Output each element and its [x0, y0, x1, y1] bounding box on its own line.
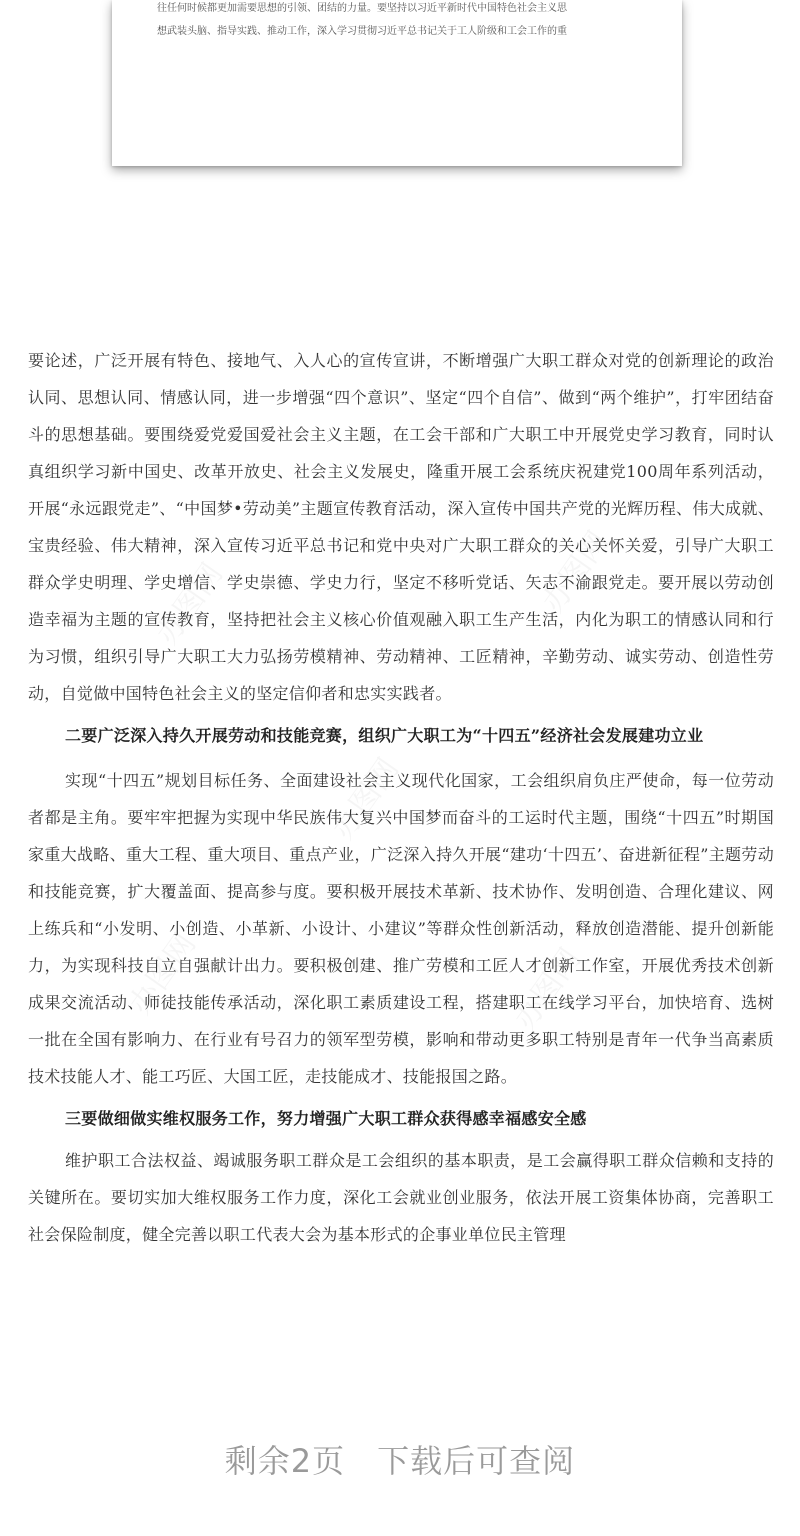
remaining-pages-label: 剩余2页: [224, 1442, 346, 1480]
document-body: [28, 342, 774, 1253]
preview-text-line-2: 想武装头脑、指导实践、推动工作，深入学习贯彻习近平总书记关于工人阶级和工会工作的重: [157, 26, 567, 37]
paragraph-propaganda: 要论述，广泛开展有特色、接地气、入人心的宣传宣讲，不断增强广大职工群众对党的创新理论的政治认同、思想认同、情感认同，进一步增强“四个意识”、坚定“四个自信”、做到“两个维护”，打牢团结奋斗的思想基础。要围绕爱党爱国爱社会主义主题，在工会干部和广大职工中开展党史学习教育，同时认真组织学习新中国史、改革开放史、社会主义发展史，隆重开展工会系统庆祝建党100周年系列活动，开展“永远跟党走”、“中国梦•劳动美”主题宣传教育活动，深入宣传中国共产党的光辉历程、伟大成就、宝贵经验、伟大精神，深入宣传习近平总书记和党中央对广大职工群众的关心关怀关爱，引导广大职工群众学史明理、学史增信、学史崇德、学史力行，坚定不移听党话、矢志不渝跟党走。要开展以劳动创造幸福为主题的宣传教育，坚持把社会主义核心价值观融入职工生产生活，内化为职工的情感认同和行为习惯，组织引导广大职工大力弘扬劳模精神、劳动精神、工匠精神，辛勤劳动、诚实劳动、创造性劳动，自觉做中国特色社会主义的坚定信仰者和忠实实践者。: [28, 351, 774, 703]
watermark: 办图网: [122, 927, 204, 1021]
watermark: 办图网: [535, 525, 617, 619]
preview-text-line-1: 往任何时候都更加需要思想的引领、团结的力量。要坚持以习近平新时代中国特色社会主义思: [157, 3, 567, 14]
watermark: 办图网: [325, 752, 407, 846]
preview-page-card: [112, 0, 682, 166]
paragraph-labor-competition: 实现“十四五”规划目标任务、全面建设社会主义现代化国家，工会组织肩负庄严使命，每一位劳动者都是主角。要牢牢把握为实现中华民族伟大复兴中国梦而奋斗的工运时代主题，围绕“十四五”时期国家重大战略、重大工程、重大项目、重点产业，广泛深入持久开展“建功‘十四五’、奋进新征程”主题劳动和技能竞赛，扩大覆盖面、提高参与度。要积极开展技术革新、技术协作、发明创造、合理化建议、网上练兵和“小发明、小创造、小革新、小设计、小建议”等群众性创新活动，释放创造潜能、提升创新能力，为实现科技自立自强献计出力。要积极创建、推广劳模和工匠人才创新工作室，开展优秀技术创新成果交流活动、师徒技能传承活动，深化职工素质建设工程，搭建职工在线学习平台，加快培育、选树一批在全国有影响力、在行业有号召力的领军型劳模，影响和带动更多职工特别是青年一代争当高素质技术技能人才、能工巧匠、大国工匠，走技能成才、技能报国之路。: [28, 771, 774, 1086]
watermark: 办图网: [149, 557, 231, 651]
paragraph-rights-service: 维护职工合法权益、竭诚服务职工群众是工会组织的基本职责，是工会赢得职工群众信赖和支持的关键所在。要切实加大维权服务工作力度，深化工会就业创业服务，依法开展工资集体协商，完善职工社会保险制度，健全完善以职工代表大会为基本形式的企事业单位民主管理: [28, 1151, 774, 1244]
watermark: 办图网: [507, 942, 589, 1036]
remaining-pages-banner[interactable]: [0, 1436, 800, 1482]
heading-rights-service: 三要做细做实维权服务工作，努力增强广大职工群众获得感幸福感安全感: [65, 1109, 587, 1128]
download-to-view-label: 下载后可查阅: [377, 1442, 576, 1480]
heading-labor-competition: 二要广泛深入持久开展劳动和技能竞赛，组织广大职工为“十四五”经济社会发展建功立业: [65, 726, 704, 745]
